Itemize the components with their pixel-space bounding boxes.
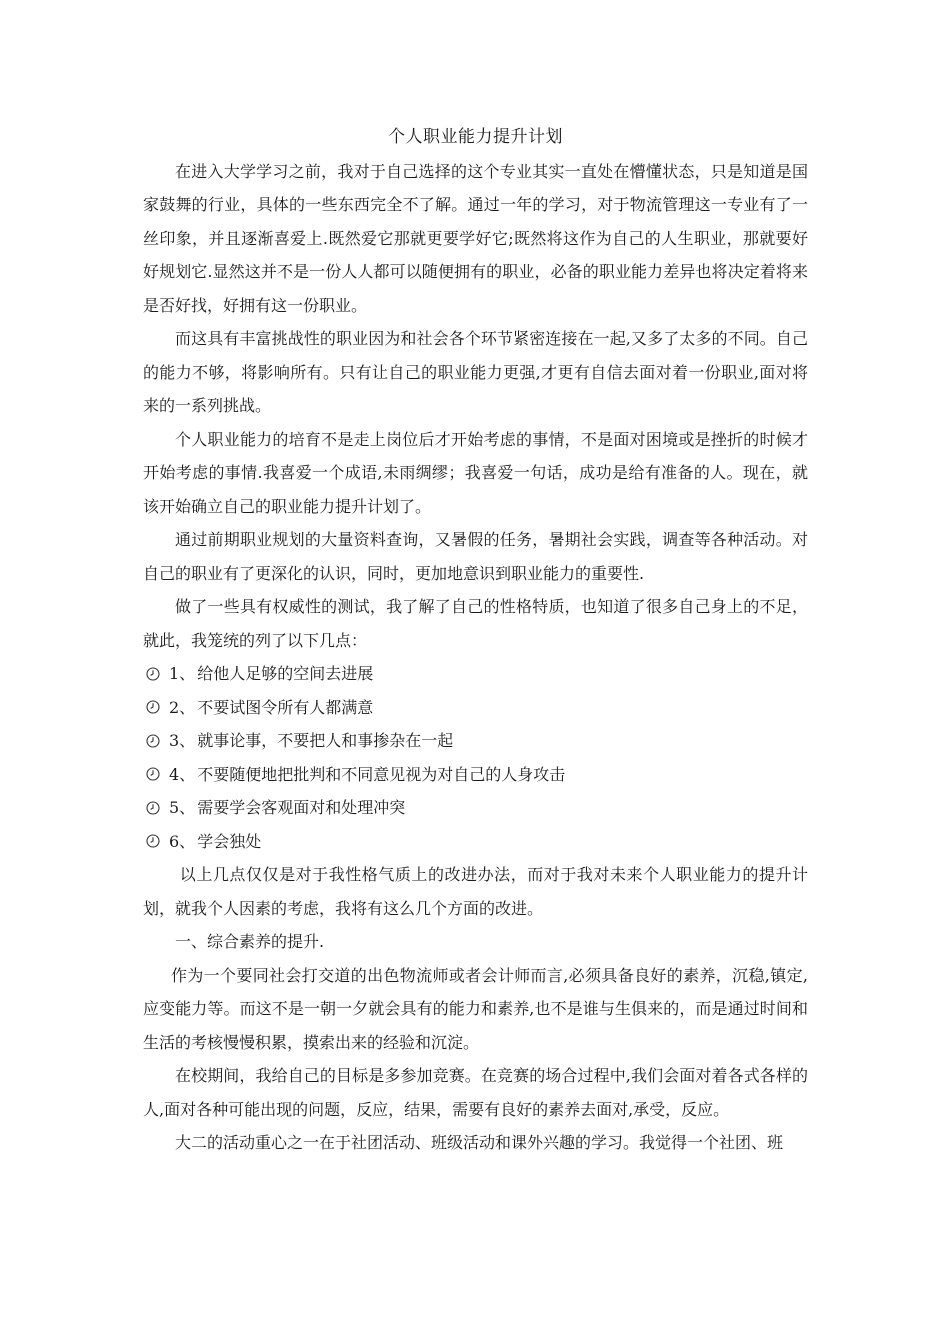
list-item bbox=[143, 825, 808, 859]
clock-icon bbox=[143, 664, 163, 684]
paragraph-summary: 以上几点仅仅是对于我性格气质上的改进办法，而对于我对未来个人职业能力的提升计划，就我个人因素的考虑，我将有这么几个方面的改进。 bbox=[143, 865, 808, 918]
list-item bbox=[143, 657, 808, 691]
section-heading-1: 一、综合素养的提升. bbox=[175, 932, 325, 951]
list-item bbox=[143, 791, 808, 825]
list-item-text: 不要试图令所有人都满意 bbox=[197, 697, 374, 717]
list-item-number: 2、 bbox=[169, 697, 196, 717]
paragraph-quality: 作为一个要同社会打交道的出色物流师或者会计师而言,必须具备良好的素养，沉稳,镇定,应变能力等。而这不是一朝一夕就会具有的能力和素养,也不是谁与生俱来的，而是通过时间和生活的考核慢慢积累，摸索出来的经验和沉淀。 bbox=[143, 965, 808, 1052]
list-item-number: 4、 bbox=[169, 764, 196, 784]
list-item-number: 1、 bbox=[169, 664, 196, 683]
paragraph-competitions: 在校期间，我给自己的目标是多参加竞赛。在竞赛的场合过程中,我们会面对着各式各样的人,面对各种可能出现的问题，反应，结果，需要有良好的素养去面对,承受，反应。 bbox=[143, 1066, 808, 1119]
list-item bbox=[143, 691, 808, 725]
clock-icon bbox=[143, 731, 163, 751]
list-item-text: 就事论事，不要把人和事掺杂在一起 bbox=[197, 731, 454, 750]
list-item-text: 学会独处 bbox=[197, 831, 262, 851]
list-item bbox=[143, 758, 808, 792]
clock-icon bbox=[143, 764, 163, 784]
list-item-number: 3、 bbox=[169, 731, 196, 750]
list-item-text: 需要学会客观面对和处理冲突 bbox=[197, 798, 406, 817]
list-item-text: 给他人足够的空间去进展 bbox=[197, 664, 374, 683]
list-item-text: 不要随便地把批判和不同意见视为对自己的人身攻击 bbox=[197, 764, 566, 784]
paragraph-challenge: 而这具有丰富挑战性的职业因为和社会各个环节紧密连接在一起,又多了太多的不同。自己的能力不够，将影响所有。只有让自己的职业能力更强,才更有自信去面对着一份职业,面对将来的一系列挑战。 bbox=[143, 329, 808, 415]
document-body bbox=[143, 121, 808, 1160]
clock-icon bbox=[143, 831, 163, 851]
paragraph-cultivation: 个人职业能力的培育不是走上岗位后才开始考虑的事情，不是面对困境或是挫折的时候才开始考虑的事情.我喜爱一个成语,未雨绸缪；我喜爱一句话，成功是给有准备的人。现在，就该开始确立自己的职业能力提升计划了。 bbox=[143, 429, 808, 516]
paragraph-research: 通过前期职业规划的大量资料查询，又暑假的任务，暑期社会实践，调查等各种活动。对自己的职业有了更深化的认识，同时，更加地意识到职业能力的重要性. bbox=[143, 530, 808, 583]
improvement-list bbox=[143, 657, 808, 858]
list-item-number: 6、 bbox=[169, 831, 196, 851]
list-item bbox=[143, 724, 808, 758]
clock-icon bbox=[143, 697, 163, 717]
list-item-number: 5、 bbox=[169, 798, 196, 817]
paragraph-intro: 在进入大学学习之前，我对于自己选择的这个专业其实一直处在懵懂状态，只是知道是国家鼓舞的行业，具体的一些东西完全不了解。通过一年的学习，对于物流管理这一专业有了一丝印象，并且逐渐喜爱上.既然爱它那就更要学好它;既然将这作为自己的人生职业，那就要好好规划它.显然这并不是一份人人都可以随便拥有的职业，必备的职业能力差异也将决定着将来是否好找，好拥有这一份职业。 bbox=[143, 161, 808, 315]
paragraph-sophomore: 大二的活动重心之一在于社团活动、班级活动和课外兴趣的学习。我觉得一个社团、班 bbox=[175, 1133, 784, 1152]
clock-icon bbox=[143, 798, 163, 818]
document-title: 个人职业能力提升计划 bbox=[388, 127, 563, 147]
paragraph-tests: 做了一些具有权威性的测试，我了解了自己的性格特质，也知道了很多自己身上的不足，就此，我笼统的列了以下几点： bbox=[143, 597, 808, 650]
